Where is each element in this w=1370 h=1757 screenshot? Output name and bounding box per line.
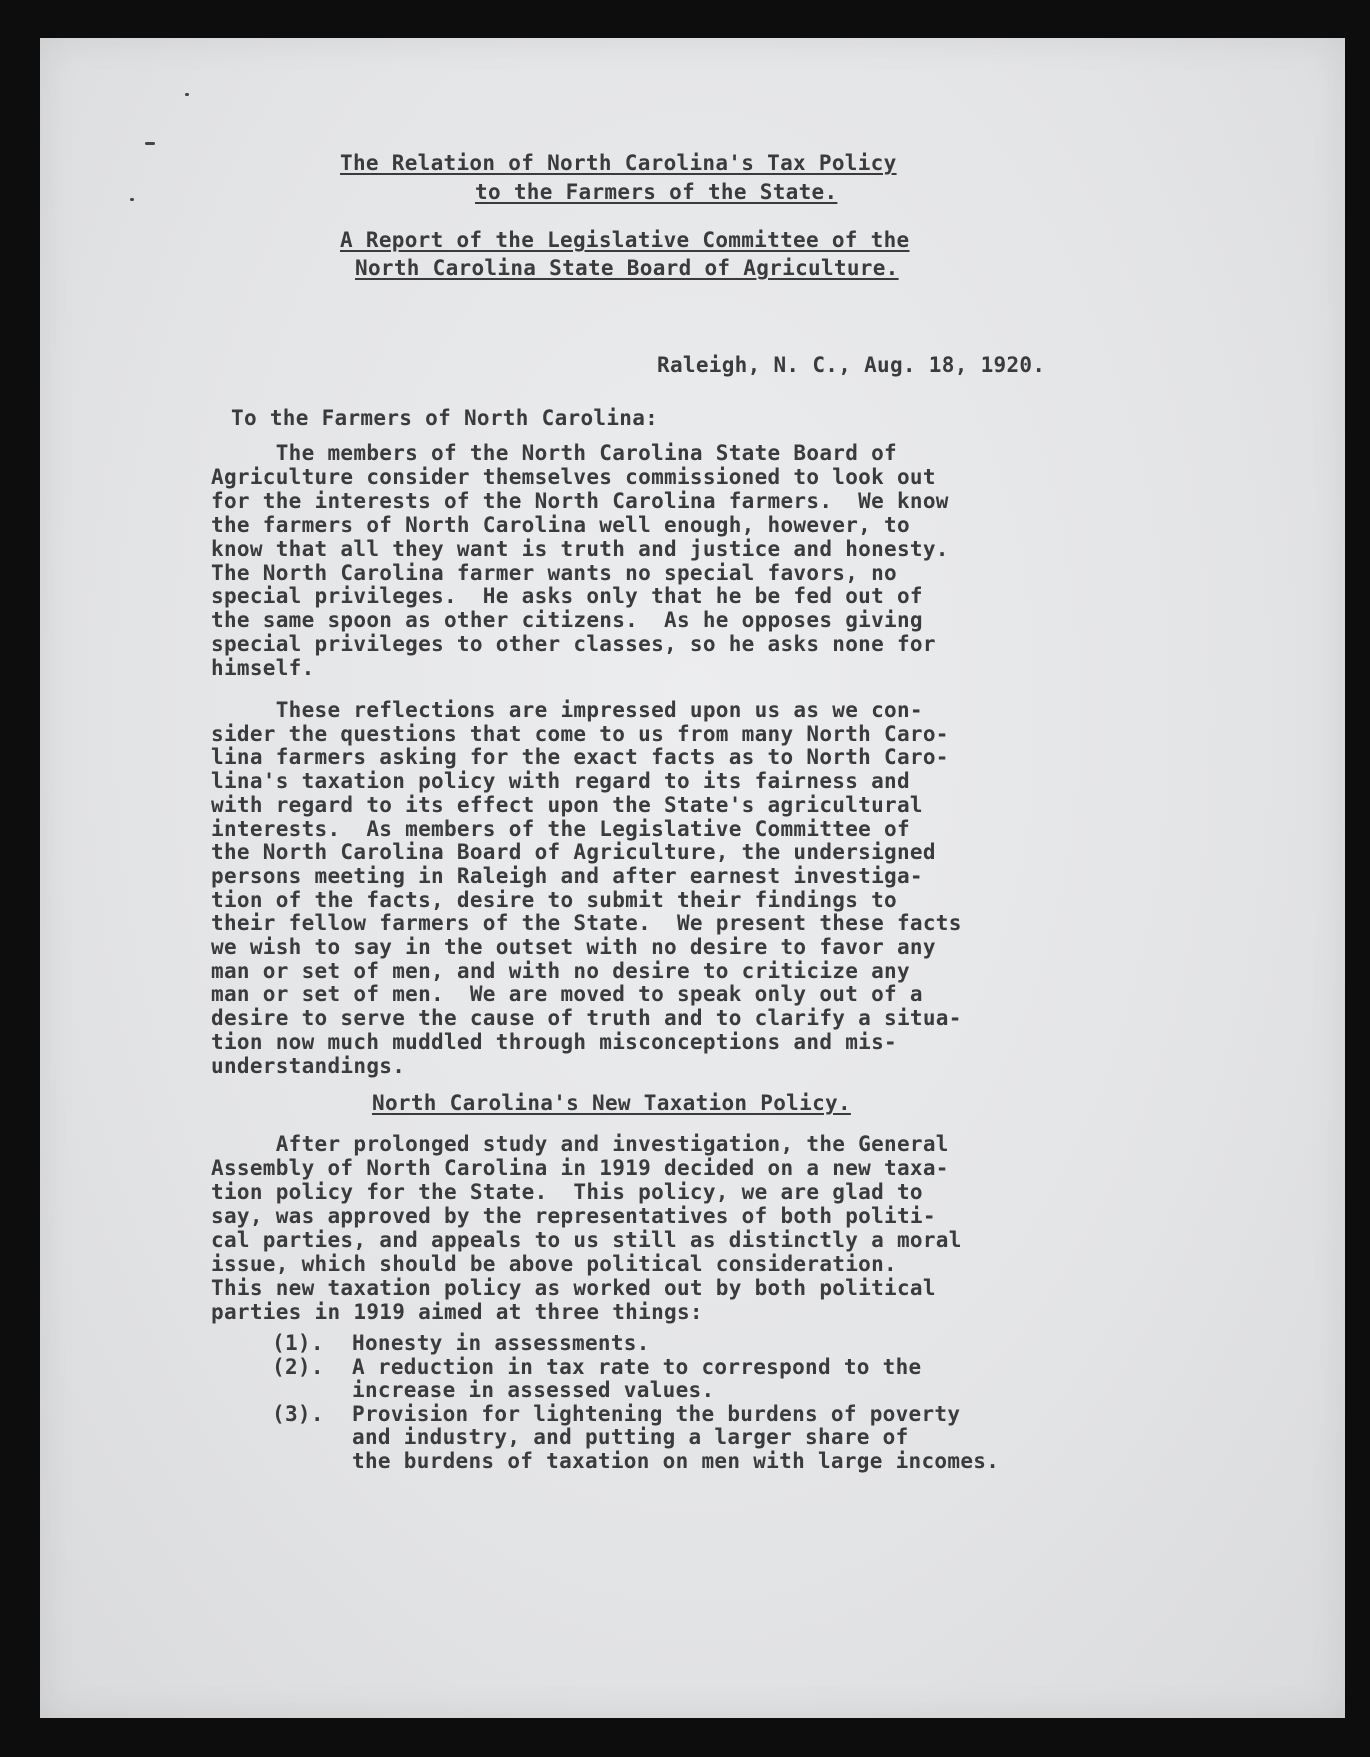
list-item-text: the burdens of taxation on men with large incomes.: [352, 1448, 1000, 1473]
text-line: their fellow farmers of the State. We present these facts: [211, 911, 962, 936]
text-line: issue, which should be above political consideration.: [211, 1252, 897, 1276]
speck: [130, 198, 134, 201]
section-heading: North Carolina's New Taxation Policy.: [372, 1091, 851, 1115]
list-item-text: Honesty in assessments.: [352, 1331, 650, 1355]
text-line: the farmers of North Carolina well enough, however, to: [211, 512, 910, 537]
text-line: Assembly of North Carolina in 1919 decided on a new taxa-: [211, 1156, 949, 1180]
text-line: parties in 1919 aimed at three things:: [211, 1300, 703, 1324]
text-line: Agriculture consider themselves commissioned to look out: [211, 464, 936, 489]
text-line: say, was approved by the representatives of both politi-: [211, 1204, 936, 1228]
text-line: understandings.: [211, 1053, 406, 1078]
text-line: tion of the facts, desire to submit their findings to: [211, 887, 897, 912]
speck: [185, 93, 189, 96]
text-line: special privileges to other classes, so he asks none for: [211, 632, 936, 657]
list-item-number: (3).: [272, 1401, 324, 1426]
list-item-number: (2).: [272, 1354, 324, 1379]
text-line: The members of the North Carolina State Board of: [211, 441, 897, 465]
list-item-text: and industry, and putting a larger share of: [352, 1425, 909, 1449]
text-line: interests. As members of the Legislative Committee of: [211, 816, 910, 841]
subtitle-line-1: A Report of the Legislative Committee of the: [340, 228, 910, 252]
text-line: tion policy for the State. This policy, we are glad to: [211, 1180, 923, 1204]
list-item-text: Provision for lightening the burdens of poverty: [352, 1401, 961, 1426]
text-line: persons meeting in Raleigh and after earnest investiga-: [211, 863, 923, 888]
list-item-text: increase in assessed values.: [352, 1378, 715, 1402]
subtitle-line-2: North Carolina State Board of Agriculture.: [355, 256, 899, 280]
text-line: lina's taxation policy with regard to its fairness and: [211, 769, 910, 794]
salutation: To the Farmers of North Carolina:: [231, 406, 659, 430]
text-line: man or set of men. We are moved to speak only out of a: [211, 982, 923, 1007]
text-line: special privileges. He asks only that he be fed out of: [211, 584, 923, 609]
text-line: for the interests of the North Carolina farmers. We know: [211, 488, 949, 513]
title-line-2: to the Farmers of the State.: [475, 180, 838, 204]
text-line: we wish to say in the outset with no desire to favor any: [211, 935, 936, 959]
text-line: After prolonged study and investigation, the General: [211, 1132, 949, 1156]
text-line: himself.: [211, 656, 315, 681]
list-item-text: A reduction in tax rate to correspond to the: [352, 1354, 922, 1379]
text-line: This new taxation policy as worked out by both political: [211, 1276, 936, 1300]
text-line: with regard to its effect upon the State's agricultural: [211, 792, 923, 817]
text-line: These reflections are impressed upon us as we con-: [211, 698, 923, 722]
text-line: sider the questions that come to us from many North Caro-: [211, 721, 949, 746]
text-line: tion now much muddled through misconceptions and mis-: [211, 1029, 897, 1054]
text-line: know that all they want is truth and justice and honesty.: [211, 536, 949, 561]
text-line: The North Carolina farmer wants no special favors, no: [211, 560, 897, 585]
dateline: Raleigh, N. C., Aug. 18, 1920.: [657, 353, 1046, 377]
text-line: cal parties, and appeals to us still as distinctly a moral: [211, 1228, 962, 1252]
list-item-number: (1).: [272, 1331, 324, 1355]
text-line: the same spoon as other citizens. As he opposes giving: [211, 608, 923, 633]
text-line: lina farmers asking for the exact facts as to North Caro-: [211, 745, 949, 770]
title-line-1: The Relation of North Carolina's Tax Policy: [340, 151, 897, 175]
speck: [145, 142, 155, 145]
text-line: man or set of men, and with no desire to criticize any: [211, 958, 910, 983]
document-page: [40, 38, 1345, 1718]
text-line: the North Carolina Board of Agriculture, the undersigned: [211, 840, 936, 865]
text-line: desire to serve the cause of truth and to clarify a situa-: [211, 1006, 962, 1031]
